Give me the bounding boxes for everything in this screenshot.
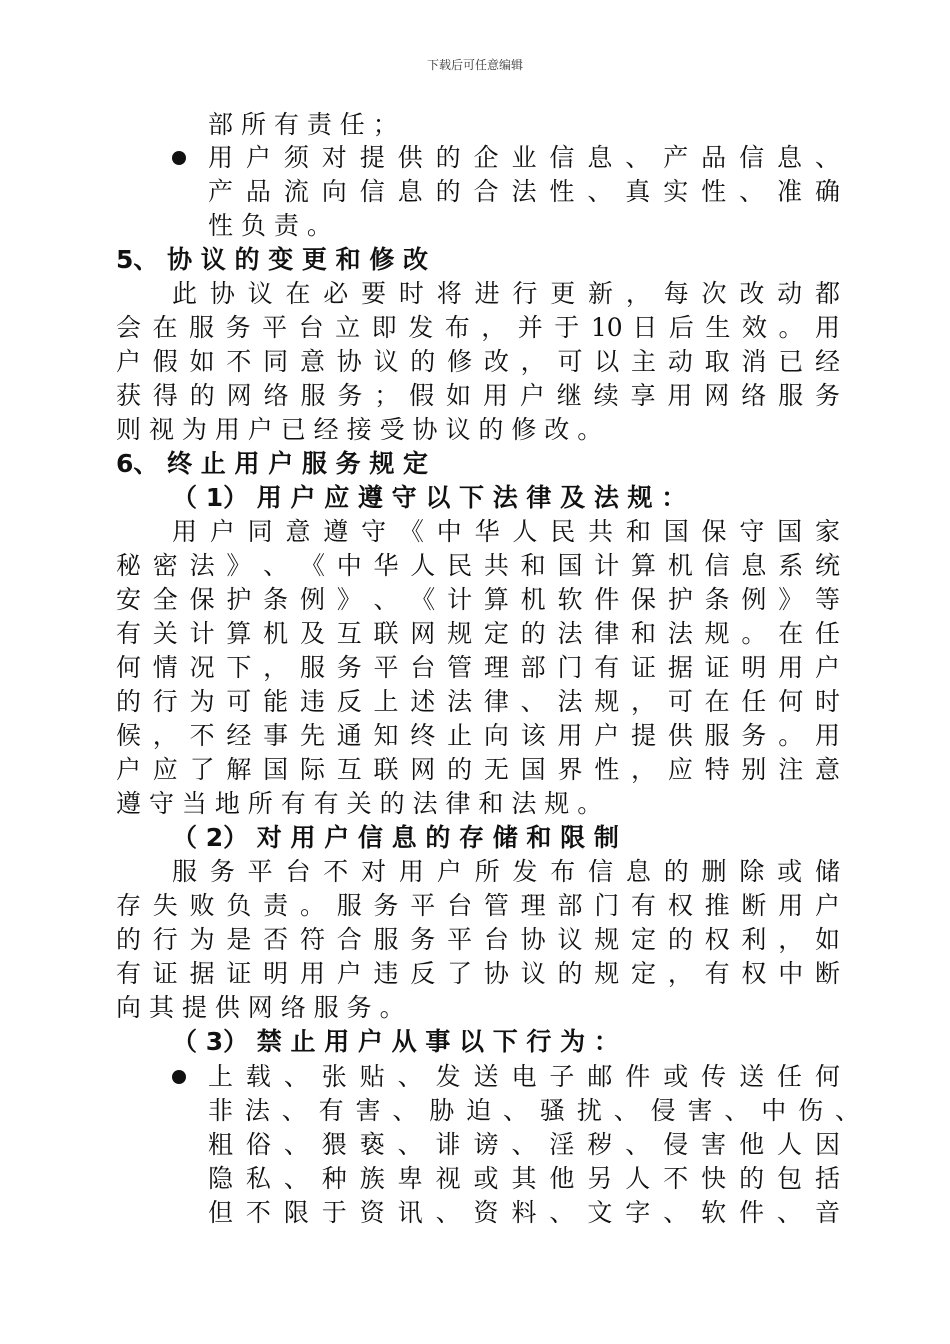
body-line: 的 行 为 是 否 符 合 服 务 平 台 协 议 规 定 的 权 利 ， 如 — [116, 925, 840, 954]
body-line: 候 ， 不 经 事 先 通 知 终 止 向 该 用 户 提 供 服 务 。 用 — [116, 721, 840, 750]
body-line: 有 证 据 证 明 用 户 违 反 了 协 议 的 规 定 ， 有 权 中 断 — [116, 959, 840, 988]
subsection-heading: （ 1） 用 户 应 遵 守 以 下 法 律 及 法 规 ： — [172, 483, 687, 512]
body-line: 获 得 的 网 络 服 务 ； 假 如 用 户 继 续 享 用 网 络 服 务 — [116, 381, 840, 410]
body-line: 部 所 有 责 任 ； — [208, 110, 398, 139]
body-line: 会 在 服 务 平 台 立 即 发 布 ， 并 于 10 日 后 生 效 。 用 — [116, 313, 840, 342]
subsection-heading: （ 2） 对 用 户 信 息 的 存 储 和 限 制 — [172, 823, 619, 852]
body-line: 向 其 提 供 网 络 服 务 。 — [116, 993, 405, 1022]
body-line: 户 应 了 解 国 际 互 联 网 的 无 国 界 性 ， 应 特 别 注 意 — [116, 755, 840, 784]
body-line: 产 品 流 向 信 息 的 合 法 性 、 真 实 性 、 准 确 — [208, 177, 840, 206]
section-heading: 6、 终 止 用 户 服 务 规 定 — [116, 449, 429, 478]
body-line: 隐 私 、 种 族 卑 视 或 其 他 另 人 不 快 的 包 括 — [208, 1164, 840, 1193]
subsection-heading: （ 3） 禁 止 用 户 从 事 以 下 行 为 ： — [172, 1027, 619, 1056]
section-heading: 5、 协 议 的 变 更 和 修 改 — [116, 245, 429, 274]
body-line: 何 情 况 下 ， 服 务 平 台 管 理 部 门 有 证 据 证 明 用 户 — [116, 653, 840, 682]
bullet-icon — [172, 151, 186, 165]
body-line: 服 务 平 台 不 对 用 户 所 发 布 信 息 的 删 除 或 储 — [172, 857, 840, 886]
body-line: 用 户 同 意 遵 守 《 中 华 人 民 共 和 国 保 守 国 家 — [172, 517, 840, 546]
body-line: 用 户 须 对 提 供 的 企 业 信 息 、 产 品 信 息 、 — [208, 143, 840, 172]
bullet-icon — [172, 1070, 186, 1084]
body-line: 则 视 为 用 户 已 经 接 受 协 议 的 修 改 。 — [116, 415, 603, 444]
body-line: 性 负 责 。 — [208, 211, 332, 240]
body-line: 粗 俗 、 猥 亵 、 诽 谤 、 淫 秽 、 侵 害 他 人 因 — [208, 1130, 840, 1159]
body-line: 非 法 、 有 害 、 胁 迫 、 骚 扰 、 侵 害 、 中 伤 、 — [208, 1096, 860, 1125]
body-line: 有 关 计 算 机 及 互 联 网 规 定 的 法 律 和 法 规 。 在 任 — [116, 619, 840, 648]
body-line: 遵 守 当 地 所 有 有 关 的 法 律 和 法 规 。 — [116, 789, 603, 818]
page-header: 下载后可任意编辑 — [426, 58, 523, 72]
body-line: 此 协 议 在 必 要 时 将 进 行 更 新 ， 每 次 改 动 都 — [172, 279, 840, 308]
body-line: 的 行 为 可 能 违 反 上 述 法 律 、 法 规 ， 可 在 任 何 时 — [116, 687, 840, 716]
body-line: 上 载 、 张 贴 、 发 送 电 子 邮 件 或 传 送 任 何 — [208, 1062, 840, 1091]
body-line: 秘 密 法 》 、 《 中 华 人 民 共 和 国 计 算 机 信 息 系 统 — [116, 551, 840, 580]
body-line: 户 假 如 不 同 意 协 议 的 修 改 ， 可 以 主 动 取 消 已 经 — [116, 347, 840, 376]
body-line: 安 全 保 护 条 例 》 、 《 计 算 机 软 件 保 护 条 例 》 等 — [116, 585, 840, 614]
body-line: 但 不 限 于 资 讯 、 资 料 、 文 字 、 软 件 、 音 — [208, 1198, 840, 1227]
body-line: 存 失 败 负 责 。 服 务 平 台 管 理 部 门 有 权 推 断 用 户 — [116, 891, 840, 920]
